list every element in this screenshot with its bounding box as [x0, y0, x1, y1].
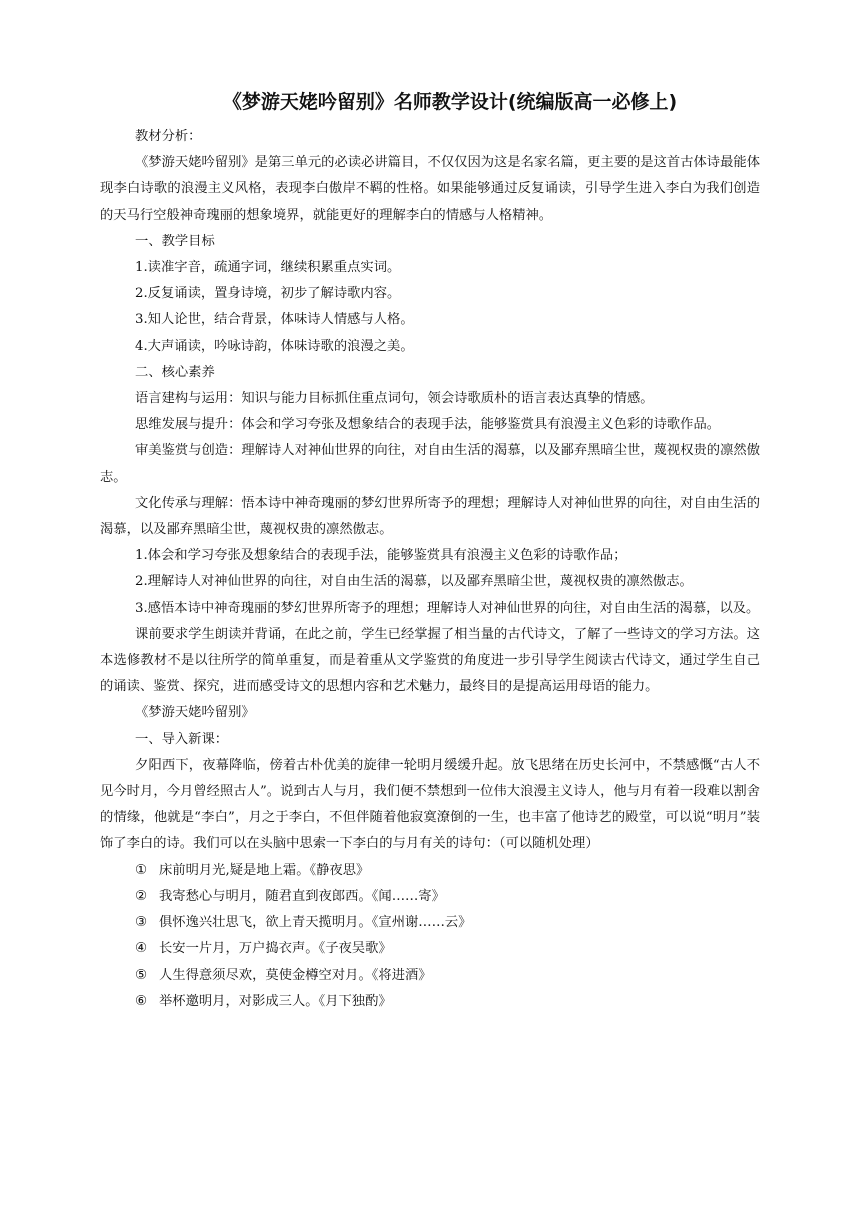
section-label-textbook-analysis: 教材分析： [135, 129, 202, 144]
literacy-aesthetics: 审美鉴赏与创造：理解诗人对神仙世界的向往，对自由生活的渴慕，以及鄙弃黑暗尘世，蔑视权贵的凛然傲志。 [100, 443, 760, 485]
objective-item-1: 1.体会和学习夸张及想象结合的表现手法，能够鉴赏具有浪漫主义色彩的诗歌作品； [135, 548, 627, 564]
poem-line-4 [100, 936, 760, 962]
heading-core-literacy: 二、核心素养 [135, 364, 215, 380]
goal-item-3: 3.知人论世，结合背景，体味诗人情感与人格。 [135, 312, 414, 328]
poem-line-number: ⑤ [135, 967, 147, 983]
poem-title-reference: 《梦游天姥吟留别》 [135, 705, 255, 721]
goal-item-4: 4.大声诵读，吟咏诗韵，体味诗歌的浪漫之美。 [135, 338, 414, 354]
poem-line-number: ① [135, 862, 147, 878]
poem-line-number: ② [135, 888, 147, 904]
objective-item-3: 3.感悟本诗中神奇瑰丽的梦幻世界所寄予的理想；理解诗人对神仙世界的向往，对自由生活的渴慕，以及。 [135, 600, 760, 616]
poem-line-5 [100, 963, 760, 989]
poem-line-1 [100, 858, 760, 884]
paragraph-textbook-analysis: 《梦游天姥吟留别》是第三单元的必读必讲篇目，不仅仅因为这是名家名篇，更主要的是这首古体诗最能体现李白诗歌的浪漫主义风格，表现李白傲岸不羁的性格。如果能够通过反复诵读，引导学生进入李白为我们创造的天马行空般神奇瑰丽的想象境界，就能更好的理解李白的情感与人格精神。 [100, 155, 760, 223]
literacy-thinking: 思维发展与提升：体会和学习夸张及想象结合的表现手法，能够鉴赏具有浪漫主义色彩的诗歌作品。 [135, 417, 721, 433]
document-title: 《梦游天姥吟留别》名师教学设计(统编版高一必修上) [222, 91, 678, 113]
paragraph-introduction: 夕阳西下，夜幕降临，傍着古朴优美的旋律一轮明月缓缓升起。放飞思绪在历史长河中，不禁感慨“古人不见今时月，今月曾经照古人”。说到古人与月，我们便不禁想到一位伟大浪漫主义诗人，他与月有着一段难以割舍的情缘，他就是“李白”，月之于李白，不但伴随着他寂寞潦倒的一生，也丰富了他诗艺的殿堂，可以说“明月”装饰了李白的诗。我们可以在头脑中思索一下李白的与月有关的诗句：（可以随机处理） [100, 757, 760, 852]
poem-line-text: 我寄愁心与明月，随君直到夜郎西。《闻……寄》 [159, 888, 445, 904]
goal-item-2: 2.反复诵读，置身诗境，初步了解诗歌内容。 [135, 286, 401, 302]
poem-line-3 [100, 910, 760, 936]
poem-line-2 [100, 884, 760, 910]
literacy-culture: 文化传承与理解：悟本诗中神奇瑰丽的梦幻世界所寄予的理想；理解诗人对神仙世界的向往，对自由生活的渴慕，以及鄙弃黑暗尘世，蔑视权贵的凛然傲志。 [100, 495, 760, 538]
poem-line-text: 俱怀逸兴壮思飞，欲上青天揽明月。《宣州谢……云》 [159, 915, 472, 931]
paragraph-preclass: 课前要求学生朗读并背诵，在此之前，学生已经掌握了相当量的古代诗文，了解了一些诗文的学习方法。这本选修教材不是以往所学的简单重复，而是着重从文学鉴赏的角度进一步引导学生阅读古代诗文，通过学生自己的诵读、鉴赏、探究，进而感受诗文的思想内容和艺术魅力，最终目的是提高运用母语的能力。 [100, 626, 760, 695]
poem-line-number: ⑥ [135, 993, 147, 1009]
poem-line-text: 举杯邀明月，对影成三人。《月下独酌》 [159, 993, 392, 1009]
literacy-language: 语言建构与运用：知识与能力目标抓住重点词句，领会诗歌质朴的语言表达真挚的情感。 [135, 391, 654, 407]
goal-item-1: 1.读准字音，疏通字词，继续积累重点实词。 [135, 260, 401, 276]
objective-item-2: 2.理解诗人对神仙世界的向往，对自由生活的渴慕，以及鄙弃黑暗尘世，蔑视权贵的凛然傲志。 [135, 574, 693, 590]
poem-line-text: 长安一片月，万户捣衣声。《子夜吴歌》 [159, 941, 392, 957]
poem-line-6 [100, 989, 760, 1015]
document-body [100, 124, 760, 1015]
heading-introduction: 一、导入新课： [135, 731, 229, 747]
poem-line-number: ④ [135, 941, 147, 957]
heading-teaching-goals: 一、教学目标 [135, 233, 215, 249]
poem-line-text: 床前明月光,疑是地上霜。《静夜思》 [159, 862, 370, 878]
poem-line-text: 人生得意须尽欢，莫使金樽空对月。《将进酒》 [159, 967, 432, 983]
poem-line-number: ③ [135, 915, 147, 931]
